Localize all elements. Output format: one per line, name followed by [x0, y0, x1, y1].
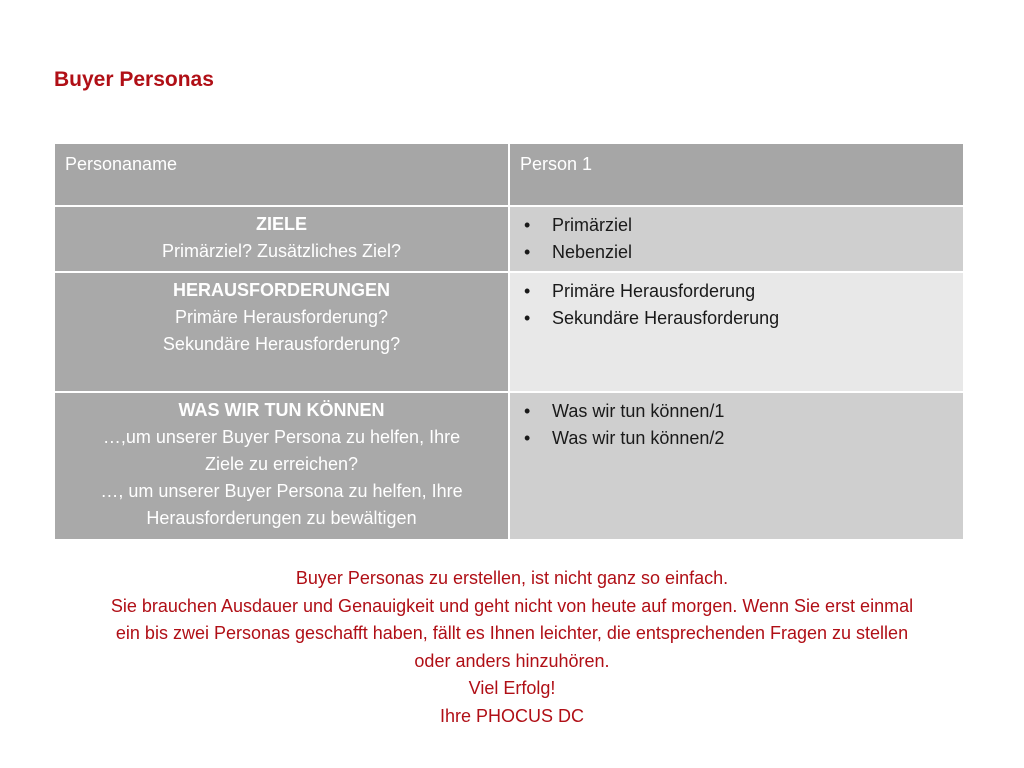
list-item	[524, 278, 963, 305]
closing-note-line: Buyer Personas zu erstellen, ist nicht ganz so einfach.	[295, 568, 729, 588]
closing-note	[40, 565, 984, 730]
bullet-icon: •	[524, 401, 531, 421]
list-item	[524, 212, 963, 239]
list-item	[524, 305, 963, 332]
closing-note-line: ein bis zwei Personas geschafft haben, fällt es Ihnen leichter, die entsprechenden Fragen zu stellen	[115, 623, 909, 643]
header-label-personaname: Personaname	[65, 154, 178, 174]
closing-note-line: oder anders hinzuhören.	[414, 650, 610, 671]
bullet-icon: •	[524, 308, 531, 328]
closing-note-line: Sie brauchen Ausdauer und Genauigkeit und geht nicht von heute auf morgen. Wenn Sie erst einmal	[110, 595, 914, 616]
row-question: Primärziel? Zusätzliches Ziel?	[161, 241, 402, 261]
list-item-text: Nebenziel	[552, 242, 633, 262]
row-heading-ziele: ZIELE	[255, 214, 307, 234]
row-question: Sekundäre Herausforderung?	[162, 334, 401, 354]
table-row-ziele	[54, 206, 964, 272]
list-item	[524, 425, 963, 452]
row-question: Herausforderungen zu bewältigen	[146, 508, 417, 528]
bullet-icon: •	[524, 281, 531, 301]
row-label-cell-was-wir-tun-koennen	[54, 392, 509, 540]
bullet-list	[510, 273, 963, 332]
list-item-text: Primäre Herausforderung	[552, 281, 756, 301]
row-question: Ziele zu erreichen?	[204, 454, 359, 474]
row-value-cell-ziele	[509, 206, 964, 272]
row-question: …,um unserer Buyer Persona zu helfen, Ihre	[102, 427, 461, 447]
table-header-row	[54, 143, 964, 206]
bullet-icon: •	[524, 215, 531, 235]
page-title: Buyer Personas	[54, 68, 214, 91]
list-item	[524, 239, 963, 266]
row-label-cell-herausforderungen	[54, 272, 509, 392]
row-question: Primäre Herausforderung?	[174, 307, 389, 327]
list-item-text: Was wir tun können/2	[552, 428, 725, 448]
row-heading-herausforderungen: HERAUSFORDERUNGEN	[172, 280, 390, 300]
bullet-list	[510, 393, 963, 452]
list-item-text: Primärziel	[552, 215, 633, 235]
row-value-cell-was-wir-tun-koennen	[509, 392, 964, 540]
row-question: …, um unserer Buyer Persona zu helfen, Ihre	[100, 481, 463, 501]
row-label-cell-ziele	[54, 206, 509, 272]
persona-table	[53, 142, 965, 541]
closing-note-line: Viel Erfolg!	[468, 678, 556, 698]
bullet-icon: •	[524, 428, 531, 448]
row-heading-was-wir-tun-koennen: WAS WIR TUN KÖNNEN	[178, 400, 385, 420]
list-item-text: Was wir tun können/1	[552, 401, 725, 421]
list-item	[524, 398, 963, 425]
row-value-cell-herausforderungen	[509, 272, 964, 392]
bullet-list	[510, 207, 963, 266]
table-row-herausforderungen	[54, 272, 964, 392]
table-row-was-wir-tun-koennen	[54, 392, 964, 540]
list-item-text: Sekundäre Herausforderung	[552, 308, 780, 328]
bullet-icon: •	[524, 242, 531, 262]
header-cell-personaname	[54, 143, 509, 206]
closing-note-signature: Ihre PHOCUS DC	[439, 705, 585, 726]
header-cell-person	[509, 143, 964, 206]
header-label-person: Person 1	[520, 154, 593, 174]
